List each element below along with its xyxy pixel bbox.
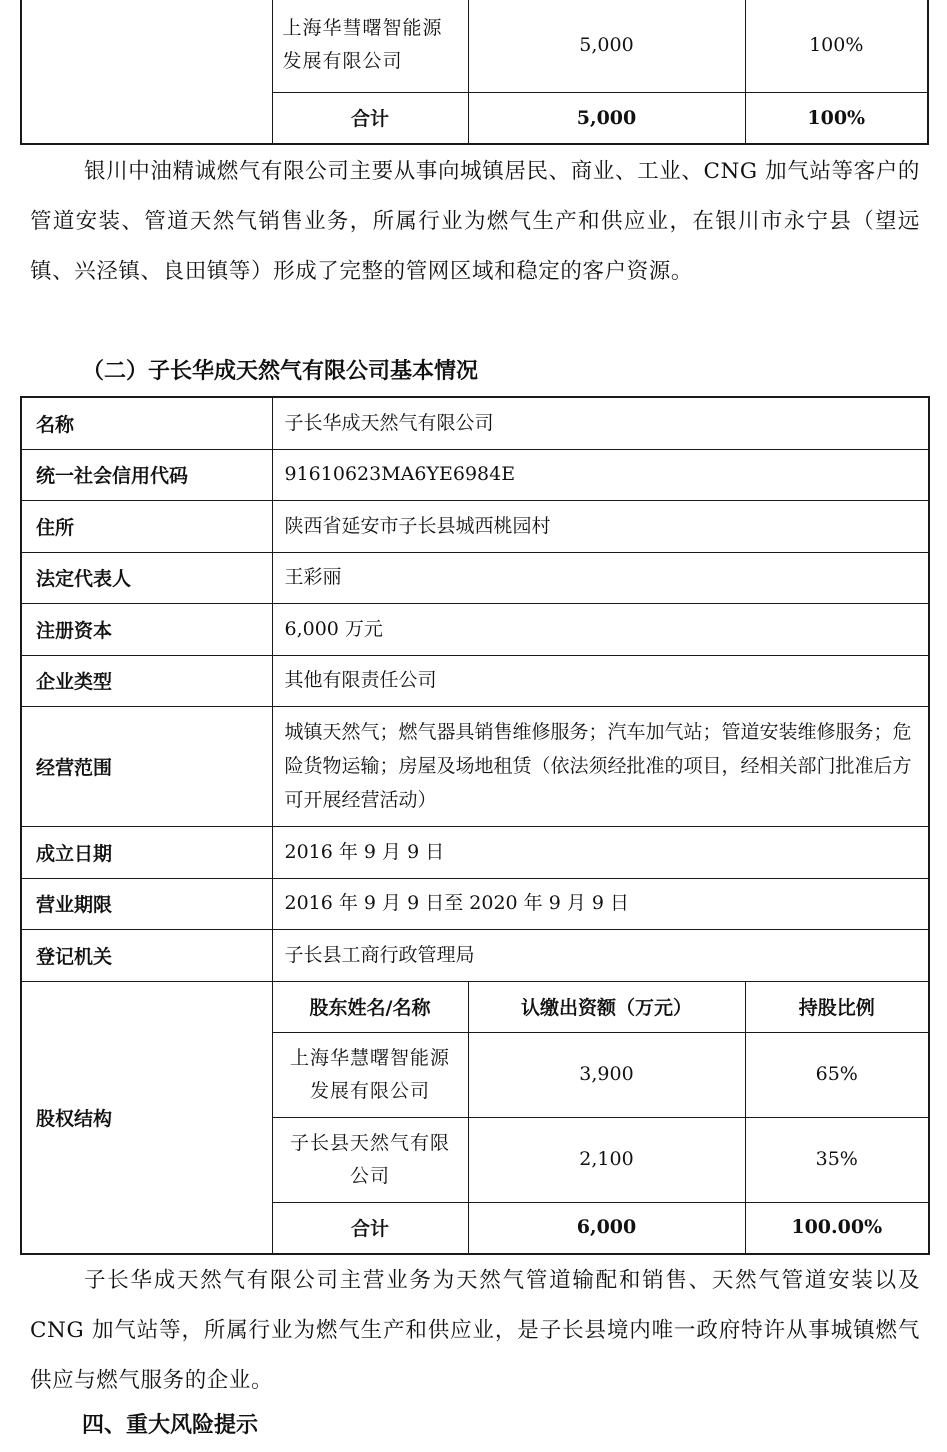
shareholder-name-cell — [272, 0, 468, 92]
address-label: 住所 — [21, 500, 272, 552]
company-type-label: 企业类型 — [21, 655, 272, 706]
equity-structure-label: 股权结构 — [21, 981, 272, 1254]
founding-date-label: 成立日期 — [21, 826, 272, 878]
empty-label-cell — [21, 0, 272, 144]
equity-header-name: 股东姓名/名称 — [272, 981, 468, 1032]
registration-authority-value: 子长县工商行政管理局 — [272, 929, 929, 981]
shareholder-name: 上海华彗曙智能源发展有限公司 — [282, 16, 443, 72]
legal-rep-value: 王彩丽 — [272, 552, 929, 603]
business-scope-label: 经营范围 — [21, 706, 272, 826]
equity-total-amount: 6,000 — [468, 1202, 745, 1254]
section-heading: （二）子长华成天然气有限公司基本情况 — [82, 359, 479, 384]
company-type-value: 其他有限责任公司 — [272, 655, 929, 706]
credit-code-value: 91610623MA6YE6984E — [272, 449, 929, 500]
equity-header-ratio: 持股比例 — [745, 981, 929, 1032]
section-heading-risk: 四、重大风险提示 — [82, 1413, 259, 1438]
paragraph-yinchuan: 银川中油精诚燃气有限公司主要从事向城镇居民、商业、工业、CNG 加气站等客户的管道安装、管道天然气销售业务，所属行业为燃气生产和供应业，在银川市永宁县（望远镇、兴泾镇、良田镇等）形成了完整的管网区域和稳定的客户资源。 — [30, 159, 920, 284]
shareholder-amount: 5,000 — [468, 0, 745, 92]
paragraph-zichang: 子长华成天然气有限公司主营业务为天然气管道输配和销售、天然气管道安装以及 CNG 加气站等，所属行业为燃气生产和供应业，是子长县境内唯一政府特许从事城镇燃气供应与燃气服务的企业。 — [30, 1268, 920, 1393]
top-shareholder-table — [20, 0, 929, 145]
business-term-value: 2016 年 9 月 9 日至 2020 年 9 月 9 日 — [272, 878, 929, 929]
total-ratio: 100% — [745, 92, 928, 144]
shareholder-ratio: 100% — [745, 0, 928, 92]
total-amount: 5,000 — [468, 92, 745, 144]
name-label: 名称 — [21, 397, 272, 449]
shareholder-ratio: 65% — [745, 1032, 929, 1117]
registration-authority-label: 登记机关 — [21, 929, 272, 981]
company-info-table — [20, 396, 930, 1255]
business-term-label: 营业期限 — [21, 878, 272, 929]
shareholder-amount: 2,100 — [468, 1117, 745, 1202]
capital-label: 注册资本 — [21, 603, 272, 655]
business-scope-value: 城镇天然气；燃气器具销售维修服务；汽车加气站；管道安装维修服务；危险货物运输；房屋及场地租赁（依法须经批准的项目，经相关部门批准后方可开展经营活动） — [272, 706, 929, 826]
founding-date-value: 2016 年 9 月 9 日 — [272, 826, 929, 878]
capital-value: 6,000 万元 — [272, 603, 929, 655]
shareholder-name: 子长县天然气有限公司 — [272, 1117, 468, 1202]
address-value: 陕西省延安市子长县城西桃园村 — [272, 500, 929, 552]
equity-total-label: 合计 — [272, 1202, 468, 1254]
equity-total-ratio: 100.00% — [745, 1202, 929, 1254]
total-label: 合计 — [272, 92, 468, 144]
shareholder-ratio: 35% — [745, 1117, 929, 1202]
name-value: 子长华成天然气有限公司 — [272, 397, 929, 449]
shareholder-amount: 3,900 — [468, 1032, 745, 1117]
credit-code-label: 统一社会信用代码 — [21, 449, 272, 500]
equity-header-amount: 认缴出资额（万元） — [468, 981, 745, 1032]
legal-rep-label: 法定代表人 — [21, 552, 272, 603]
shareholder-name: 上海华慧曙智能源发展有限公司 — [272, 1032, 468, 1117]
